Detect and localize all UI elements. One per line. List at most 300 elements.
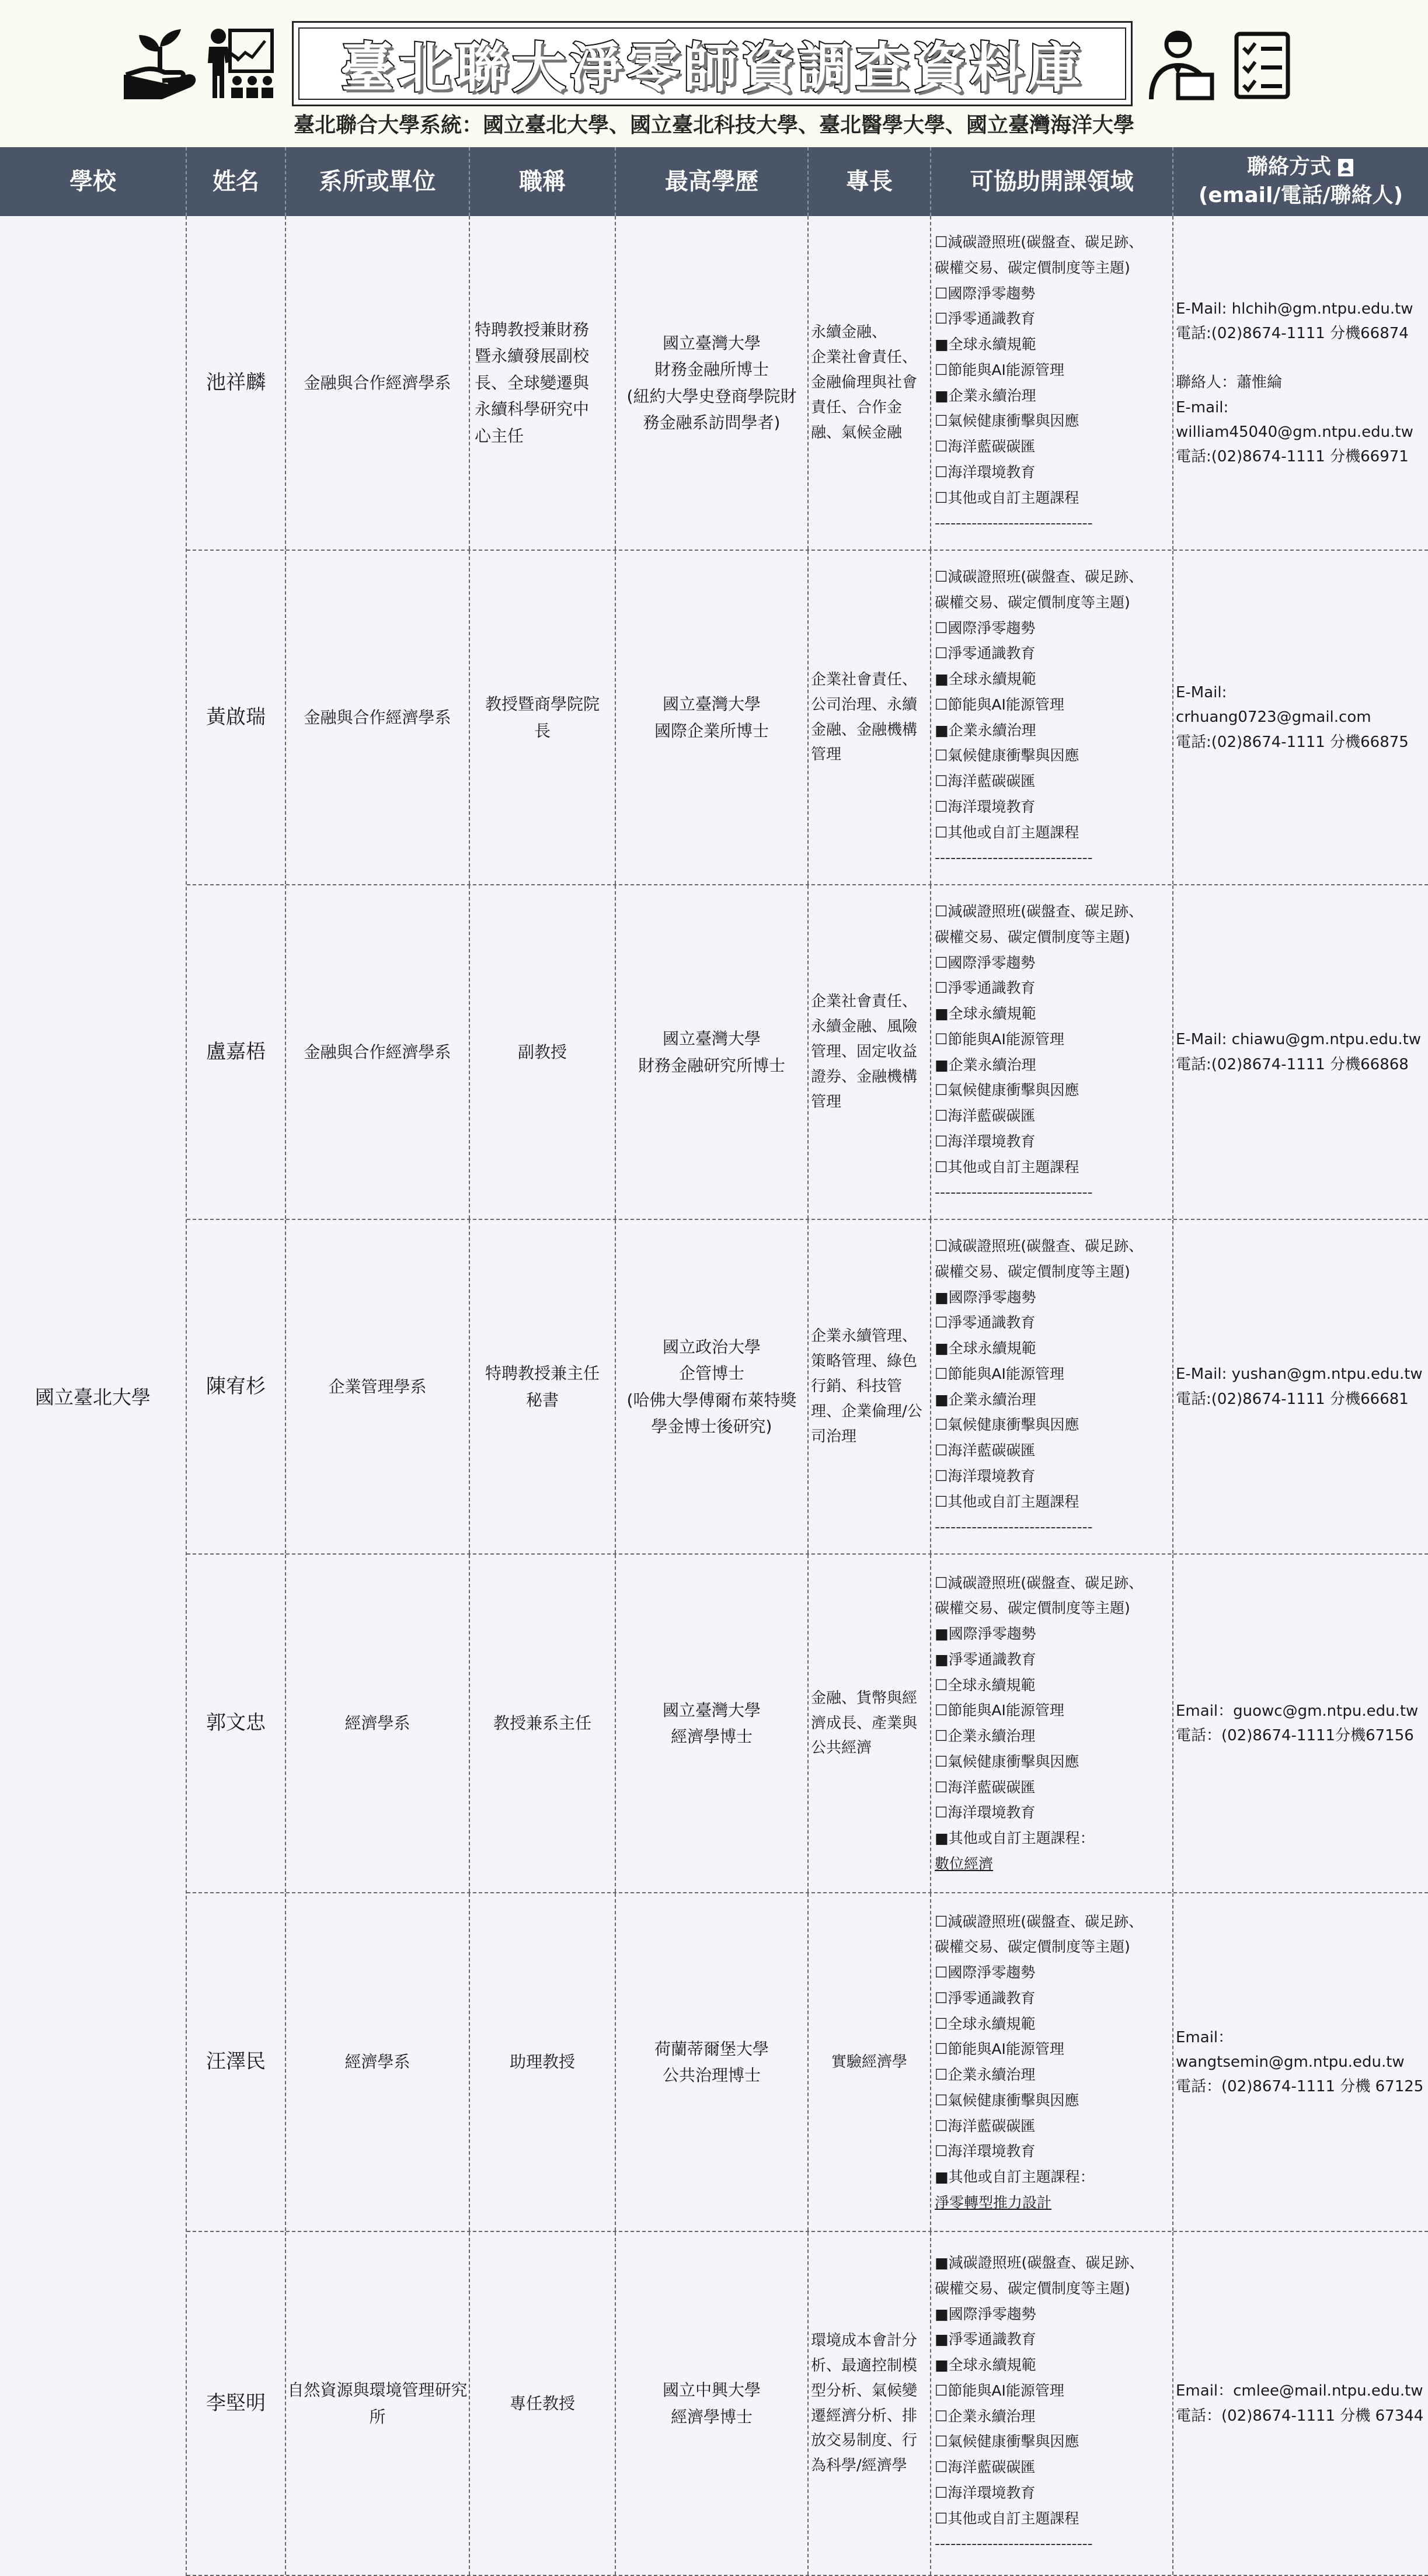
area-option bbox=[935, 1233, 1143, 1259]
area-option bbox=[935, 357, 1064, 383]
page-header bbox=[0, 0, 1428, 147]
area-option bbox=[935, 1986, 1035, 2011]
title-line: 特聘教授兼財務 bbox=[475, 320, 590, 340]
area-option bbox=[935, 434, 1035, 460]
edu-line: 財務金融所博士 bbox=[654, 360, 769, 380]
area-label: 其他或自訂主題課程 bbox=[948, 489, 1079, 506]
unchecked-box-icon: ☐ bbox=[935, 1574, 948, 1591]
unchecked-box-icon: ☐ bbox=[935, 1132, 948, 1150]
area-option bbox=[935, 1800, 1035, 1826]
unchecked-box-icon: ☐ bbox=[935, 463, 948, 481]
area-option bbox=[935, 485, 1079, 511]
unchecked-box-icon: ☐ bbox=[935, 1804, 948, 1821]
area-label: 淨零通識教育 bbox=[948, 1314, 1036, 1332]
contact-card-icon bbox=[1337, 158, 1354, 178]
unchecked-box-icon: ☐ bbox=[935, 2066, 948, 2083]
table-row bbox=[187, 1893, 1428, 2232]
spec-cell bbox=[809, 1893, 931, 2231]
spec-line: 企業社會責任、 bbox=[811, 993, 918, 1011]
spec-line: 管理 bbox=[811, 746, 842, 764]
area-option bbox=[935, 1001, 1036, 1027]
unchecked-box-icon: ☐ bbox=[935, 2407, 948, 2425]
area-option bbox=[935, 1155, 1079, 1180]
name-cell: 黃啟瑞 bbox=[187, 551, 286, 884]
spec-lines bbox=[811, 1686, 917, 1761]
area-label: ------------------------------ bbox=[935, 514, 1093, 532]
edu-line: (紐約大學史登商學院財 bbox=[626, 386, 797, 406]
title-line: 專任教授 bbox=[509, 2393, 575, 2413]
contact-cell bbox=[1173, 885, 1428, 1219]
col-contact bbox=[1173, 147, 1428, 216]
area-option bbox=[935, 845, 1093, 871]
areas-cell bbox=[931, 1893, 1173, 2231]
area-option bbox=[935, 2352, 1036, 2378]
area-label: 全球永續規範 bbox=[948, 1340, 1036, 1357]
spec-line: 司治理 bbox=[811, 1427, 857, 1445]
unchecked-box-icon: ☐ bbox=[935, 747, 948, 764]
title-line: 長、全球變遷與 bbox=[475, 373, 590, 392]
name-cell: 郭文忠 bbox=[187, 1555, 286, 1892]
edu-line: 國立政治大學 bbox=[662, 1337, 761, 1357]
contact-line: E-Mail: hlchih@gm.ntpu.edu.tw bbox=[1176, 300, 1413, 318]
area-option bbox=[935, 769, 1035, 794]
edu-cell bbox=[616, 1220, 809, 1553]
area-label: 全球永續規範 bbox=[948, 1676, 1036, 1694]
area-label: 國際淨零趨勢 bbox=[948, 1288, 1036, 1306]
title-lines bbox=[485, 1360, 600, 1413]
unchecked-box-icon: ☐ bbox=[935, 489, 948, 506]
edu-line: 公共治理博士 bbox=[662, 2066, 761, 2085]
unchecked-box-icon: ☐ bbox=[935, 1442, 948, 1459]
area-option bbox=[935, 1387, 1036, 1413]
unchecked-box-icon: ☐ bbox=[935, 2117, 948, 2135]
title-lines bbox=[475, 317, 589, 449]
seedling-hand-icon bbox=[124, 29, 200, 99]
area-option bbox=[935, 1647, 1036, 1673]
contact-line: 電話:(02)8674-1111 分機66868 bbox=[1176, 1055, 1409, 1073]
area-label: 其他或自訂主題課程 bbox=[948, 823, 1079, 841]
table-row bbox=[187, 885, 1428, 1220]
spec-line: 理、企業倫理/公 bbox=[811, 1402, 922, 1420]
area-option bbox=[935, 1723, 1035, 1749]
edu-cell bbox=[616, 1555, 809, 1892]
edu-line: 國立臺灣大學 bbox=[662, 333, 761, 353]
unchecked-box-icon: ☐ bbox=[935, 619, 948, 637]
edu-line: 企管博士 bbox=[678, 1364, 744, 1383]
spec-line: 永續金融、 bbox=[811, 324, 887, 342]
spec-line: 策略管理、綠色 bbox=[811, 1353, 918, 1371]
areas-cell bbox=[931, 885, 1173, 1219]
area-label: 企業永續治理 bbox=[948, 721, 1036, 739]
area-label: 碳權交易、碳定價制度等主題) bbox=[935, 1263, 1130, 1280]
area-option bbox=[935, 1463, 1035, 1489]
area-option bbox=[935, 1960, 1035, 1986]
spec-line: 放交易制度、行 bbox=[811, 2432, 918, 2450]
area-option bbox=[935, 332, 1036, 357]
col-school: 學校 bbox=[0, 147, 187, 216]
area-label: 氣候健康衝擊與因應 bbox=[948, 1082, 1079, 1099]
area-option bbox=[935, 590, 1130, 616]
contact-line: 聯絡人：蕭惟綸 bbox=[1176, 374, 1283, 392]
area-option bbox=[935, 2480, 1035, 2506]
area-option bbox=[935, 616, 1035, 641]
area-label: 海洋環境教育 bbox=[948, 2484, 1036, 2501]
name-cell: 陳宥杉 bbox=[187, 1220, 286, 1553]
dept-cell: 經濟學系 bbox=[286, 1555, 470, 1892]
area-option bbox=[935, 2011, 1035, 2037]
unchecked-box-icon: ☐ bbox=[935, 1913, 948, 1930]
title-line: 副教授 bbox=[517, 1042, 567, 1062]
unchecked-box-icon: ☐ bbox=[935, 696, 948, 713]
checked-box-icon: ■ bbox=[935, 2331, 949, 2348]
contact-cell bbox=[1173, 2232, 1428, 2575]
areas-cell bbox=[931, 1555, 1173, 1892]
checked-box-icon: ■ bbox=[935, 1056, 949, 1073]
edu-line: (哈佛大學傅爾布萊特獎 bbox=[626, 1390, 797, 1410]
area-label: 氣候健康衝擊與因應 bbox=[948, 747, 1079, 764]
spec-line: 企業社會責任、 bbox=[811, 670, 918, 689]
area-label: ------------------------------ bbox=[935, 2535, 1093, 2553]
checked-box-icon: ■ bbox=[935, 2168, 949, 2185]
area-option bbox=[935, 1285, 1036, 1310]
contact-line: wangtsemin@gm.ntpu.edu.tw bbox=[1176, 2053, 1405, 2071]
area-option bbox=[935, 1909, 1143, 1935]
title-cell bbox=[470, 551, 616, 884]
edu-line: 經濟學博士 bbox=[670, 2407, 753, 2426]
table-row bbox=[187, 1220, 1428, 1555]
area-option bbox=[935, 820, 1079, 846]
area-option bbox=[935, 2429, 1079, 2455]
area-label: 全球永續規範 bbox=[948, 2015, 1036, 2032]
col-contact-sub: (email/電話/聯絡人) bbox=[1198, 183, 1403, 207]
unchecked-box-icon: ☐ bbox=[935, 1030, 948, 1048]
area-option bbox=[935, 1595, 1130, 1621]
unchecked-box-icon: ☐ bbox=[935, 1365, 948, 1382]
area-option bbox=[935, 692, 1064, 718]
title-line: 心主任 bbox=[475, 426, 524, 446]
area-label: 全球永續規範 bbox=[948, 1005, 1036, 1022]
spec-lines bbox=[811, 989, 917, 1114]
area-label: 其他或自訂主題課程 bbox=[948, 1158, 1079, 1176]
edu-line: 務金融系訪問學者) bbox=[643, 412, 781, 432]
area-label: 企業永續治理 bbox=[948, 1056, 1036, 1073]
area-label: 企業永續治理 bbox=[948, 2407, 1036, 2425]
area-label: 減碳證照班(碳盤查、碳足跡、 bbox=[948, 1913, 1144, 1930]
checked-box-icon: ■ bbox=[935, 1390, 949, 1408]
area-label: 海洋藍碳碳匯 bbox=[948, 773, 1036, 790]
areas-cell bbox=[931, 216, 1173, 550]
unchecked-box-icon: ☐ bbox=[935, 798, 948, 815]
edu-line: 國際企業所博士 bbox=[654, 721, 769, 741]
edu-cell bbox=[616, 2232, 809, 2575]
area-option bbox=[935, 2302, 1036, 2327]
area-option bbox=[935, 1361, 1064, 1387]
unchecked-box-icon: ☐ bbox=[935, 1676, 948, 1694]
spec-lines bbox=[811, 668, 917, 768]
area-label: 國際淨零趨勢 bbox=[948, 1964, 1036, 1981]
area-label: 減碳證照班(碳盤查、碳足跡、 bbox=[948, 234, 1144, 251]
spec-line: 企業社會責任、 bbox=[811, 349, 918, 367]
title-line: 教授暨商學院院 bbox=[485, 694, 600, 714]
contact-line: 電話：(02)8674-1111 分機 67125 bbox=[1176, 2078, 1424, 2096]
area-label: 海洋藍碳碳匯 bbox=[948, 1442, 1036, 1459]
title-lines bbox=[510, 2390, 575, 2417]
spec-line: 遷經濟分析、排 bbox=[811, 2407, 918, 2425]
spec-line: 型分析、氣候變 bbox=[811, 2382, 918, 2400]
checked-box-icon: ■ bbox=[935, 387, 949, 404]
unchecked-box-icon: ☐ bbox=[935, 2040, 948, 2058]
unchecked-box-icon: ☐ bbox=[935, 234, 948, 251]
area-label: 節能與AI能源管理 bbox=[948, 1030, 1064, 1048]
title-box bbox=[292, 21, 1133, 106]
title-line: 長 bbox=[534, 721, 551, 741]
area-option bbox=[935, 230, 1143, 255]
name-cell: 李堅明 bbox=[187, 2232, 286, 2575]
area-label: 節能與AI能源管理 bbox=[948, 1702, 1064, 1719]
spec-lines bbox=[811, 2328, 917, 2478]
area-label: 節能與AI能源管理 bbox=[948, 361, 1064, 378]
area-option bbox=[935, 281, 1035, 307]
unchecked-box-icon: ☐ bbox=[935, 1493, 948, 1510]
edu-line: 財務金融研究所博士 bbox=[638, 1055, 785, 1075]
title-line: 暨永續發展副校 bbox=[475, 346, 590, 366]
area-option bbox=[935, 255, 1130, 281]
spec-line: 永續金融、風險 bbox=[811, 1018, 918, 1036]
spec-line: 證券、金融機構 bbox=[811, 1068, 918, 1086]
areas-cell bbox=[931, 1220, 1173, 1553]
checked-box-icon: ■ bbox=[935, 1288, 949, 1306]
area-label: 淨零通識教育 bbox=[948, 645, 1036, 662]
spec-line: 公共經濟 bbox=[811, 1739, 872, 1757]
spec-line: 金融、金融機構 bbox=[811, 721, 918, 739]
area-label: 數位經濟 bbox=[935, 1855, 994, 1872]
unchecked-box-icon: ☐ bbox=[935, 979, 948, 997]
area-label: 企業永續治理 bbox=[948, 1390, 1036, 1408]
area-option bbox=[935, 2036, 1064, 2062]
area-label: 全球永續規範 bbox=[948, 336, 1036, 353]
area-option bbox=[935, 899, 1143, 924]
unchecked-box-icon: ☐ bbox=[935, 2143, 948, 2160]
dept-cell: 金融與合作經濟學系 bbox=[286, 885, 470, 1219]
area-label: 企業永續治理 bbox=[948, 1727, 1036, 1744]
area-option bbox=[935, 383, 1036, 409]
area-label: 海洋藍碳碳匯 bbox=[948, 2117, 1036, 2135]
area-option bbox=[935, 1052, 1036, 1078]
checked-box-icon: ■ bbox=[935, 2356, 949, 2373]
table-row bbox=[187, 1555, 1428, 1893]
name-cell: 盧嘉梧 bbox=[187, 885, 286, 1219]
contact-cell bbox=[1173, 1220, 1428, 1553]
edu-line: 經濟學博士 bbox=[670, 1727, 753, 1746]
area-option bbox=[935, 1412, 1079, 1438]
area-option bbox=[935, 1749, 1079, 1775]
school-cell: 國立臺北大學 bbox=[0, 216, 187, 2576]
area-label: 其他或自訂主題課程 bbox=[948, 2509, 1079, 2527]
area-option bbox=[935, 975, 1035, 1001]
areas-cell bbox=[931, 551, 1173, 884]
area-option bbox=[935, 2088, 1079, 2113]
area-option bbox=[935, 2190, 1051, 2216]
edu-line: 國立臺灣大學 bbox=[662, 694, 761, 714]
spec-line: 行銷、科技管 bbox=[811, 1378, 903, 1396]
title-line: 秘書 bbox=[525, 1390, 559, 1410]
title-line: 教授兼系主任 bbox=[493, 1713, 591, 1733]
unchecked-box-icon: ☐ bbox=[935, 568, 948, 585]
area-label: 全球永續規範 bbox=[948, 2356, 1036, 2373]
title-cell bbox=[470, 1893, 616, 2231]
title-cell bbox=[470, 885, 616, 1219]
area-label: 海洋環境教育 bbox=[948, 463, 1036, 481]
page-title: 臺北聯大淨零師資調查資料庫 bbox=[340, 36, 1084, 99]
area-label: 碳權交易、碳定價制度等主題) bbox=[935, 1600, 1130, 1617]
area-option bbox=[935, 1489, 1079, 1515]
contact-line: Email： bbox=[1176, 2028, 1234, 2046]
area-label: 海洋環境教育 bbox=[948, 1804, 1036, 1821]
area-label: ------------------------------ bbox=[935, 849, 1093, 867]
area-option bbox=[935, 1027, 1064, 1052]
area-label: 減碳證照班(碳盤查、碳足跡、 bbox=[948, 903, 1144, 920]
contact-line: 電話：(02)8674-1111 分機 67344 bbox=[1176, 2407, 1424, 2425]
area-option bbox=[935, 718, 1036, 743]
checked-box-icon: ■ bbox=[935, 336, 949, 353]
area-option bbox=[935, 1259, 1130, 1285]
edu-cell bbox=[616, 216, 809, 550]
area-label: 碳權交易、碳定價制度等主題) bbox=[935, 1938, 1130, 1956]
area-option bbox=[935, 1103, 1035, 1129]
unchecked-box-icon: ☐ bbox=[935, 1158, 948, 1176]
col-edu: 最高學歷 bbox=[616, 147, 809, 216]
area-label: 淨零轉型推力設計 bbox=[935, 2193, 1052, 2211]
area-label: 海洋環境教育 bbox=[948, 2143, 1036, 2160]
area-label: 碳權交易、碳定價制度等主題) bbox=[935, 928, 1130, 945]
unchecked-box-icon: ☐ bbox=[935, 2091, 948, 2109]
table-row bbox=[187, 2232, 1428, 2576]
contact-line: 電話:(02)8674-1111 分機66874 bbox=[1176, 325, 1409, 343]
teacher-board-icon bbox=[204, 27, 274, 100]
spec-line: 金融、貨幣與經 bbox=[811, 1689, 918, 1707]
area-label: 淨零通識教育 bbox=[948, 979, 1036, 997]
area-label: 海洋藍碳碳匯 bbox=[948, 2459, 1036, 2476]
area-label: 節能與AI能源管理 bbox=[948, 1365, 1064, 1382]
area-option bbox=[935, 2250, 1144, 2276]
area-option bbox=[935, 2327, 1036, 2352]
contact-cell bbox=[1173, 1555, 1428, 1892]
area-label: 海洋環境教育 bbox=[948, 798, 1036, 815]
area-label: 節能與AI能源管理 bbox=[948, 696, 1064, 713]
spec-line: 析、最適控制模 bbox=[811, 2356, 918, 2375]
spec-line: 為科學/經濟學 bbox=[811, 2457, 907, 2475]
unchecked-box-icon: ☐ bbox=[935, 1753, 948, 1770]
checked-box-icon: ■ bbox=[935, 2254, 949, 2271]
area-option bbox=[935, 641, 1035, 666]
area-option bbox=[935, 510, 1093, 536]
name-cell: 池祥麟 bbox=[187, 216, 286, 550]
area-label: 國際淨零趨勢 bbox=[948, 284, 1036, 302]
area-option bbox=[935, 1514, 1093, 1540]
area-label: 氣候健康衝擊與因應 bbox=[948, 2091, 1079, 2109]
unchecked-box-icon: ☐ bbox=[935, 310, 948, 328]
dept-cell: 金融與合作經濟學系 bbox=[286, 216, 470, 550]
dept-cell: 企業管理學系 bbox=[286, 1220, 470, 1553]
edu-line: 國立臺灣大學 bbox=[662, 1700, 761, 1720]
area-option bbox=[935, 1077, 1079, 1103]
area-option bbox=[935, 1698, 1064, 1723]
area-label: 企業永續治理 bbox=[948, 2066, 1036, 2083]
spec-lines bbox=[811, 1324, 922, 1449]
unchecked-box-icon: ☐ bbox=[935, 438, 948, 455]
area-label: 其他或自訂主題課程 bbox=[948, 1493, 1079, 1510]
unchecked-box-icon: ☐ bbox=[935, 903, 948, 920]
unchecked-box-icon: ☐ bbox=[935, 284, 948, 302]
edu-line: 學金博士後研究) bbox=[651, 1416, 772, 1436]
area-option bbox=[935, 1673, 1035, 1698]
spec-line: 環境成本會計分 bbox=[811, 2331, 918, 2349]
area-option bbox=[935, 1336, 1036, 1361]
edu-line: 荷蘭蒂爾堡大學 bbox=[654, 2039, 769, 2059]
area-option bbox=[935, 2164, 1095, 2190]
contact-line: william45040@gm.ntpu.edu.tw bbox=[1176, 423, 1413, 441]
area-label: 淨零通識教育 bbox=[948, 310, 1036, 328]
contact-cell bbox=[1173, 551, 1428, 884]
area-option bbox=[935, 2378, 1064, 2404]
unchecked-box-icon: ☐ bbox=[935, 2459, 948, 2476]
area-label: 淨零通識教育 bbox=[948, 1989, 1036, 2007]
area-option bbox=[935, 924, 1130, 950]
area-label: 國際淨零趨勢 bbox=[948, 954, 1036, 971]
name-cell: 汪澤民 bbox=[187, 1893, 286, 2231]
title-cell bbox=[470, 1220, 616, 1553]
unchecked-box-icon: ☐ bbox=[935, 1702, 948, 1719]
title-cell bbox=[470, 216, 616, 550]
area-label: 淨零通識教育 bbox=[948, 2331, 1036, 2348]
title-lines bbox=[485, 691, 600, 744]
area-label: 企業永續治理 bbox=[948, 387, 1036, 404]
spec-cell bbox=[809, 551, 931, 884]
area-option bbox=[935, 1934, 1130, 1960]
spec-line: 金融倫理與社會 bbox=[811, 374, 918, 392]
spec-cell bbox=[809, 2232, 931, 2575]
dept-cell: 經濟學系 bbox=[286, 1893, 470, 2231]
edu-cell bbox=[616, 1893, 809, 2231]
area-label: 海洋藍碳碳匯 bbox=[948, 438, 1036, 455]
unchecked-box-icon: ☐ bbox=[935, 361, 948, 378]
area-label: 減碳證照班(碳盤查、碳足跡、 bbox=[948, 1574, 1144, 1591]
area-label: 國際淨零趨勢 bbox=[948, 619, 1036, 637]
area-label: 全球永續規範 bbox=[948, 670, 1036, 687]
contact-cell bbox=[1173, 1893, 1428, 2231]
area-option bbox=[935, 2113, 1035, 2139]
subtitle: 臺北聯合大學系統：國立臺北大學、國立臺北科技大學、臺北醫學大學、國立臺灣海洋大學 bbox=[293, 113, 1134, 137]
area-option bbox=[935, 2455, 1035, 2480]
unchecked-box-icon: ☐ bbox=[935, 1082, 948, 1099]
area-label: 減碳證照班(碳盤查、碳足跡、 bbox=[948, 1237, 1144, 1254]
area-label: 淨零通識教育 bbox=[948, 1650, 1036, 1668]
title-cell bbox=[470, 2232, 616, 2575]
area-option bbox=[935, 743, 1079, 769]
col-spec: 專長 bbox=[809, 147, 931, 216]
checked-box-icon: ■ bbox=[935, 670, 949, 687]
area-option bbox=[935, 408, 1079, 434]
unchecked-box-icon: ☐ bbox=[935, 1107, 948, 1124]
unchecked-box-icon: ☐ bbox=[935, 1467, 948, 1485]
unchecked-box-icon: ☐ bbox=[935, 1989, 948, 2007]
checked-box-icon: ■ bbox=[935, 1830, 949, 1847]
title-line: 永續科學研究中 bbox=[475, 399, 590, 419]
contact-line: Email：guowc@gm.ntpu.edu.tw bbox=[1176, 1702, 1419, 1720]
checked-box-icon: ■ bbox=[935, 1650, 949, 1668]
col-areas: 可協助開課領域 bbox=[931, 147, 1173, 216]
area-label: 海洋藍碳碳匯 bbox=[948, 1778, 1036, 1796]
